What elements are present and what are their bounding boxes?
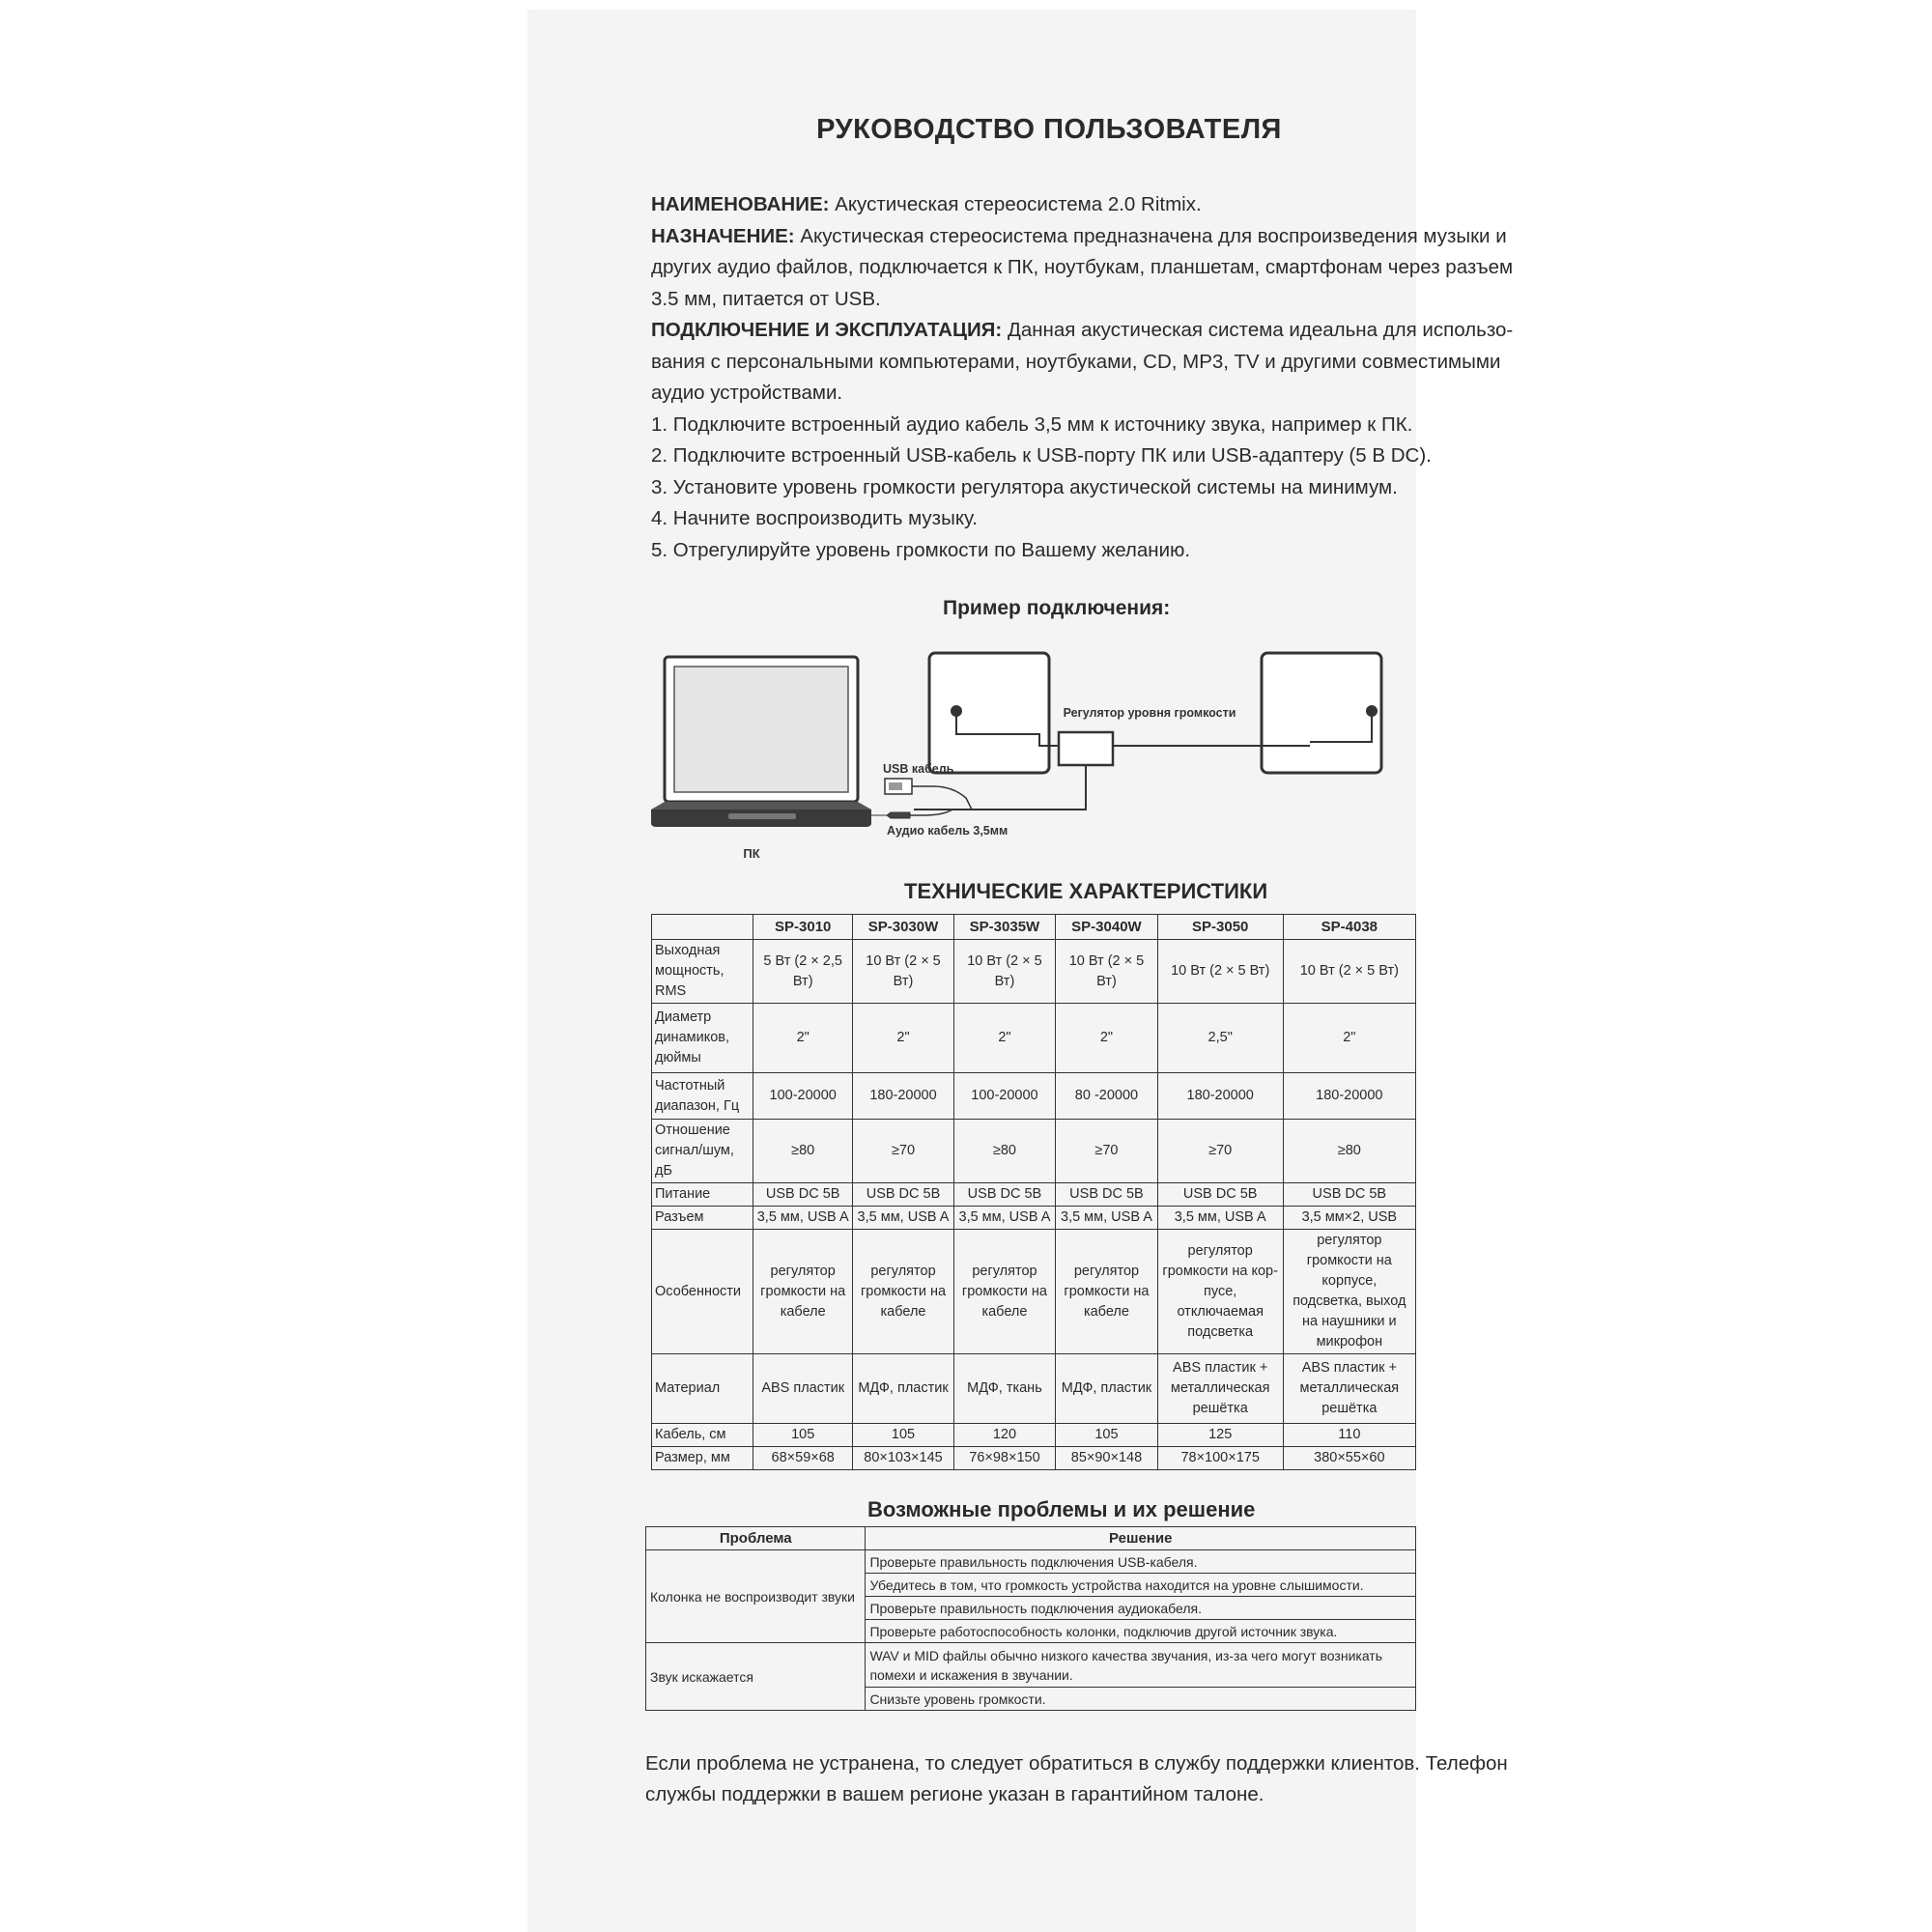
spec-value: ABS пластик + металлическая решётка: [1157, 1354, 1283, 1424]
spec-value: USB DC 5В: [753, 1183, 853, 1207]
spec-value: 2": [1283, 1004, 1415, 1073]
spec-value: 3,5 мм×2, USB: [1283, 1207, 1415, 1230]
right-speaker-icon: [1262, 653, 1381, 773]
support-note: [645, 1748, 1508, 1810]
support-note-line-2: службы поддержки в вашем регионе указан в гарантийном талоне.: [645, 1783, 1264, 1805]
spec-value: 10 Вт (2 × 5 Вт): [953, 940, 1056, 1004]
spec-value: 10 Вт (2 × 5 Вт): [1056, 940, 1158, 1004]
connect-line-2: вания с персональными компьютерами, ноутбуками, CD, MP3, TV и другими совместимыми: [651, 350, 1501, 373]
problem-row: [646, 1550, 1416, 1574]
support-note-line-1: Если проблема не устранена, то следует обратиться в службу поддержки клиентов. Телефон: [645, 1752, 1508, 1775]
spec-value: 80 -20000: [1056, 1073, 1158, 1120]
specs-title: ТЕХНИЧЕСКИЕ ХАРАКТЕРИСТИКИ: [904, 879, 1268, 903]
spec-value: регулятор громкости на кабеле: [1056, 1230, 1158, 1354]
spec-value: 68×59×68: [753, 1447, 853, 1470]
spec-value: 2": [753, 1004, 853, 1073]
spec-value: 3,5 мм, USB A: [953, 1207, 1056, 1230]
solution-cell: WAV и MID файлы обычно низкого качества звучания, из-за чего могут возникать помехи и искажения в звучании.: [866, 1643, 1416, 1688]
spec-value: 85×90×148: [1056, 1447, 1158, 1470]
intro-section: [651, 189, 1514, 566]
purpose-label: НАЗНАЧЕНИЕ:: [651, 224, 795, 247]
step-2: 2. Подключите встроенный USB-кабель к USB-порту ПК или USB-адаптеру (5 В DC).: [651, 444, 1432, 467]
solution-cell: Проверьте правильность подключения аудиокабеля.: [866, 1597, 1416, 1620]
specs-row-supply: [652, 1183, 1416, 1207]
spec-value: 2": [953, 1004, 1056, 1073]
spec-value: ≥80: [753, 1120, 853, 1183]
spec-value: 110: [1283, 1424, 1415, 1447]
problems-table: [645, 1526, 1416, 1711]
specs-row-size: [652, 1447, 1416, 1470]
spec-value: МДФ, пластик: [1056, 1354, 1158, 1424]
example-title: Пример подключения:: [943, 597, 1171, 619]
connect-label: ПОДКЛЮЧЕНИЕ И ЭКСПЛУАТАЦИЯ:: [651, 319, 1003, 341]
specs-row-snr: [652, 1120, 1416, 1183]
purpose-text-1: Акустическая стереосистема предназначена для воспроизведения музыки и: [794, 224, 1507, 247]
model-header: SP-3040W: [1056, 915, 1158, 940]
spec-label: Выходная мощность, RMS: [652, 940, 753, 1004]
purpose-line-2: других аудио файлов, подключается к ПК, ноутбукам, планшетам, смартфонам через разъем: [651, 256, 1514, 278]
spec-label: Размер, мм: [652, 1447, 753, 1470]
volume-label: Регулятор уровня громкости: [1063, 706, 1236, 720]
spec-label: Материал: [652, 1354, 753, 1424]
spec-value: 3,5 мм, USB A: [1056, 1207, 1158, 1230]
specs-row-connector: [652, 1207, 1416, 1230]
model-header: SP-3035W: [953, 915, 1056, 940]
step-1: 1. Подключите встроенный аудио кабель 3,5 мм к источнику звука, например к ПК.: [651, 412, 1413, 436]
manual-sheet: [527, 10, 1514, 1932]
spec-value: ≥70: [1157, 1120, 1283, 1183]
specs-header-row: [652, 915, 1416, 940]
name-text: Акустическая стереосистема 2.0 Ritmix.: [829, 193, 1202, 215]
spec-value: ≥70: [853, 1120, 953, 1183]
spec-label: Кабель, см: [652, 1424, 753, 1447]
spec-value: USB DC 5В: [953, 1183, 1056, 1207]
specs-row-cable: [652, 1424, 1416, 1447]
spec-value: 3,5 мм, USB A: [853, 1207, 953, 1230]
problem-row: [646, 1643, 1416, 1688]
spec-label: Особенности: [652, 1230, 753, 1354]
spec-value: ABS пластик + металлическая решётка: [1283, 1354, 1415, 1424]
spec-value: 76×98×150: [953, 1447, 1056, 1470]
connect-line-3: аудио устройствами.: [651, 382, 843, 404]
spec-label: Разъем: [652, 1207, 753, 1230]
spec-value: регулятор громкости на кабеле: [753, 1230, 853, 1354]
specs-row-power: [652, 940, 1416, 1004]
spec-value: 105: [753, 1424, 853, 1447]
spec-value: 180-20000: [1283, 1073, 1415, 1120]
problem-column-header: Проблема: [646, 1527, 866, 1550]
spec-label: Отношение сигнал/шум, дБ: [652, 1120, 753, 1183]
spec-value: 105: [853, 1424, 953, 1447]
solution-cell: Снизьте уровень громкости.: [866, 1688, 1416, 1711]
spec-value: 78×100×175: [1157, 1447, 1283, 1470]
spec-value: USB DC 5В: [1157, 1183, 1283, 1207]
spec-value: 10 Вт (2 × 5 Вт): [853, 940, 953, 1004]
spec-value: 2": [853, 1004, 953, 1073]
spec-value: регулятор громкости на кор-пусе, отключаемая подсветка: [1157, 1230, 1283, 1354]
spec-value: 125: [1157, 1424, 1283, 1447]
spec-label: Диаметр динамиков, дюймы: [652, 1004, 753, 1073]
spec-value: 2": [1056, 1004, 1158, 1073]
spec-value: 180-20000: [853, 1073, 953, 1120]
spec-value: 105: [1056, 1424, 1158, 1447]
problem-cell: Звук искажается: [646, 1643, 866, 1711]
spec-value: 80×103×145: [853, 1447, 953, 1470]
specs-row-features: [652, 1230, 1416, 1354]
solution-cell: Проверьте правильность подключения USB-кабеля.: [866, 1550, 1416, 1574]
audio-plug-icon: [871, 810, 952, 818]
solution-cell: Убедитесь в том, что громкость устройства находится на уровне слышимости.: [866, 1574, 1416, 1597]
spec-value: 10 Вт (2 × 5 Вт): [1283, 940, 1415, 1004]
specs-table: [651, 914, 1416, 1470]
spec-label: Питание: [652, 1183, 753, 1207]
spec-value: 5 Вт (2 × 2,5 Вт): [753, 940, 853, 1004]
laptop-icon: [651, 657, 871, 827]
spec-value: 100-20000: [753, 1073, 853, 1120]
spec-value: МДФ, ткань: [953, 1354, 1056, 1424]
model-header: SP-3050: [1157, 915, 1283, 940]
spec-label: Частотный диапазон, Гц: [652, 1073, 753, 1120]
solution-column-header: Решение: [866, 1527, 1416, 1550]
spec-value: USB DC 5В: [1056, 1183, 1158, 1207]
spec-value: USB DC 5В: [853, 1183, 953, 1207]
spec-value: регулятор громкости на корпусе, подсветка, выход на наушники и микрофон: [1283, 1230, 1415, 1354]
spec-value: МДФ, пластик: [853, 1354, 953, 1424]
purpose-line-3: 3.5 мм, питается от USB.: [651, 287, 881, 310]
spec-value: регулятор громкости на кабеле: [953, 1230, 1056, 1354]
step-5: 5. Отрегулируйте уровень громкости по Вашему желанию.: [651, 538, 1191, 561]
spec-value: ABS пластик: [753, 1354, 853, 1424]
problems-header-row: [646, 1527, 1416, 1550]
spec-value: USB DC 5В: [1283, 1183, 1415, 1207]
usb-cable-label: USB кабель: [883, 762, 954, 776]
spec-value: 100-20000: [953, 1073, 1056, 1120]
usb-plug-icon: [885, 779, 972, 810]
spec-value: ≥80: [953, 1120, 1056, 1183]
specs-row-material: [652, 1354, 1416, 1424]
spec-value: 2,5": [1157, 1004, 1283, 1073]
spec-value: 120: [953, 1424, 1056, 1447]
specs-row-diameter: [652, 1004, 1416, 1073]
audio-cable-label: Аудио кабель 3,5мм: [887, 824, 1009, 838]
spec-value: 3,5 мм, USB A: [1157, 1207, 1283, 1230]
spec-value: регулятор громкости на кабеле: [853, 1230, 953, 1354]
left-speaker-icon: [929, 653, 1049, 773]
name-label: НАИМЕНОВАНИЕ:: [651, 193, 830, 215]
model-header: SP-3030W: [853, 915, 953, 940]
specs-corner-cell: [652, 915, 753, 940]
connect-line-1: [651, 315, 1514, 347]
spec-value: ≥80: [1283, 1120, 1415, 1183]
purpose-line-1: [651, 221, 1507, 253]
step-4: 4. Начните воспроизводить музыку.: [651, 507, 978, 529]
problems-title: Возможные проблемы и их решение: [867, 1497, 1256, 1521]
name-line: [651, 189, 1424, 221]
specs-row-frequency: [652, 1073, 1416, 1120]
spec-value: 180-20000: [1157, 1073, 1283, 1120]
spec-value: 3,5 мм, USB A: [753, 1207, 853, 1230]
spec-value: 380×55×60: [1283, 1447, 1415, 1470]
spec-value: 10 Вт (2 × 5 Вт): [1157, 940, 1283, 1004]
spec-value: ≥70: [1056, 1120, 1158, 1183]
step-3: 3. Установите уровень громкости регулятора акустической системы на минимум.: [651, 475, 1398, 498]
connect-text-1: Данная акустическая система идеальна для использо-: [1002, 319, 1514, 341]
model-header: SP-4038: [1283, 915, 1415, 940]
manual-title: РУКОВОДСТВО ПОЛЬЗОВАТЕЛЯ: [816, 114, 1282, 145]
pc-label: ПК: [743, 846, 760, 861]
connection-diagram: [643, 638, 1416, 869]
model-header: SP-3010: [753, 915, 853, 940]
solution-cell: Проверьте работоспособность колонки, подключив другой источник звука.: [866, 1620, 1416, 1643]
problem-cell: Колонка не воспроизводит звуки: [646, 1550, 866, 1643]
